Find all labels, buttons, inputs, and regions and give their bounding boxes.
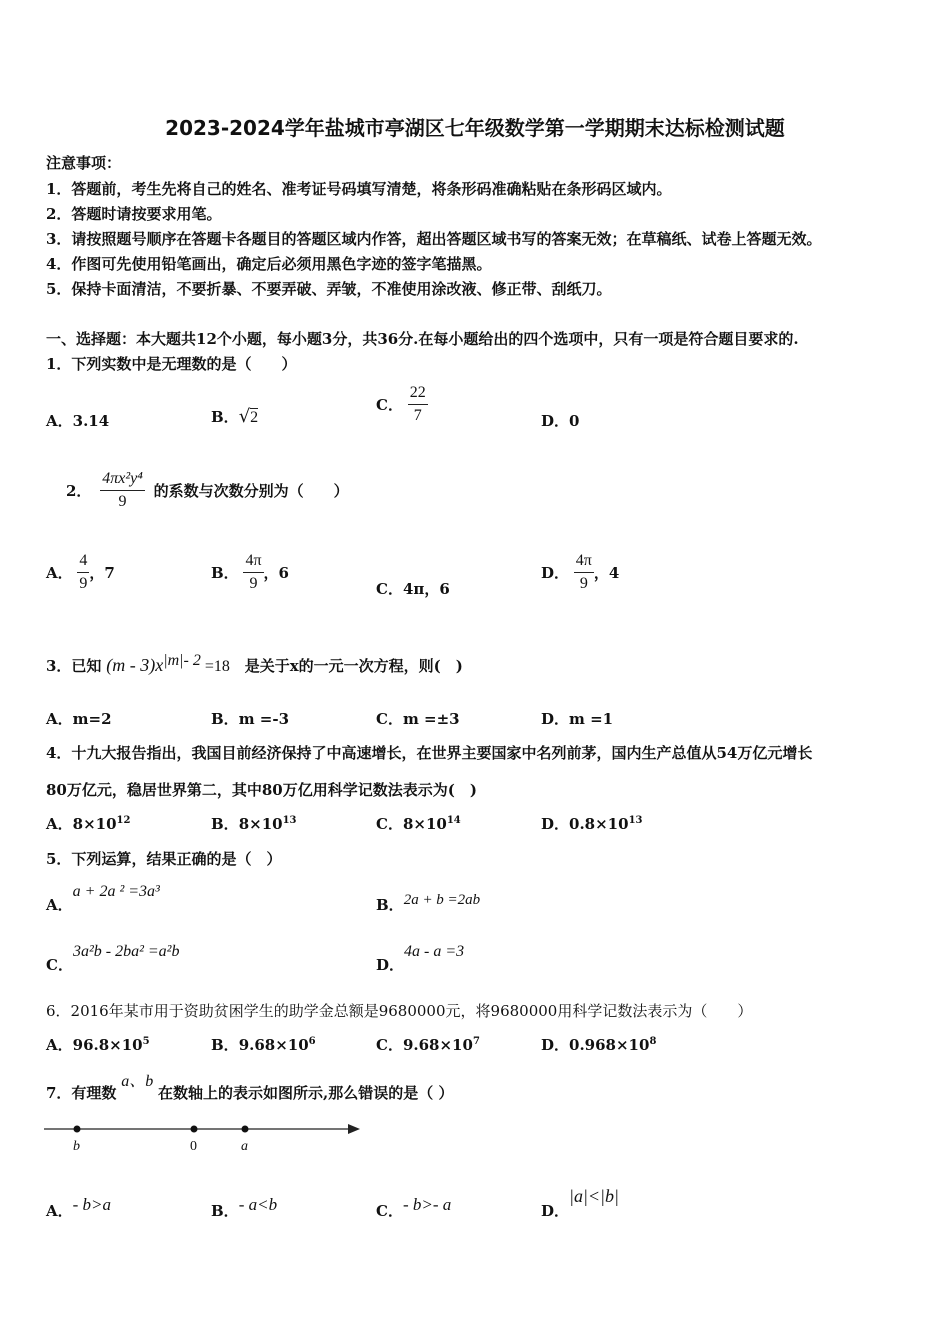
equation-rhs: =18 xyxy=(204,658,230,675)
option-value: m =1 xyxy=(569,710,614,728)
option-value: 96.8×10 xyxy=(72,1036,143,1054)
option-expression: 4a - a =3 xyxy=(404,943,465,960)
option-label: B． xyxy=(211,710,239,728)
option-expression: 2a + b =2ab xyxy=(403,892,481,908)
option-expression: - a<b xyxy=(238,1195,278,1214)
option-tail: ，7 xyxy=(89,564,115,582)
option-label: A． xyxy=(46,412,73,430)
option-value: 0.8×10 xyxy=(569,815,629,833)
q4-option-b xyxy=(211,813,297,834)
option-label: D． xyxy=(541,1036,570,1054)
option-label: A． xyxy=(46,564,73,582)
q3-stem xyxy=(46,652,463,676)
option-label: C． xyxy=(376,710,403,728)
q6-option-c xyxy=(376,1034,480,1055)
number-line xyxy=(40,1118,370,1160)
q4-stem-line2: 80万亿元，稳居世界第二，其中80万亿用科学记数法表示为( ) xyxy=(46,781,477,799)
q2-option-a xyxy=(46,552,115,593)
q6-option-d xyxy=(541,1034,656,1055)
exponent: 8 xyxy=(649,1036,657,1047)
option-label: B． xyxy=(211,564,239,582)
numerator: 4π xyxy=(243,552,263,573)
q5-option-d xyxy=(376,940,465,974)
denominator: 9 xyxy=(79,575,88,592)
question-number: 2． xyxy=(66,482,92,500)
question-number: 3．已知 xyxy=(46,657,102,675)
q2-stem xyxy=(66,470,349,511)
sqrt-symbol: √ xyxy=(238,406,251,427)
question-text: 是关于x的一元一次方程，则( ) xyxy=(244,657,463,675)
fraction xyxy=(408,384,428,425)
option-label: D． xyxy=(376,956,405,974)
q6-option-b xyxy=(211,1034,316,1055)
q1-option-b xyxy=(211,406,258,427)
notice-item: 2．答题时请按要求用笔。 xyxy=(46,205,222,223)
option-value: 8×10 xyxy=(402,815,447,833)
option-expression: - b>- a xyxy=(402,1195,452,1214)
option-label: B． xyxy=(376,896,404,914)
q2-option-b xyxy=(211,552,289,593)
q1-option-d xyxy=(541,410,579,431)
notice-item: 5．保持卡面清洁，不要折暴、不要弄破、弄皱，不准使用涂改液、修正带、刮纸刀。 xyxy=(46,280,612,298)
exponent: 13 xyxy=(628,815,643,826)
option-label: D． xyxy=(541,564,570,582)
question-text: 的系数与次数分别为（ ） xyxy=(153,482,349,500)
q4-stem-line1: 4．十九大报告指出，我国目前经济保持了中高速增长，在世界主要国家中名列前茅，国内生产总值从54万亿元增长 xyxy=(46,744,813,762)
q6-option-a xyxy=(46,1034,150,1055)
q5-option-a xyxy=(46,880,160,914)
option-label: B． xyxy=(211,1202,239,1220)
option-label: A． xyxy=(46,896,73,914)
option-label: B． xyxy=(211,1036,239,1054)
q4-option-c xyxy=(376,813,461,834)
option-expression: 3a²b - 2ba² =a²b xyxy=(72,943,180,960)
numerator: 22 xyxy=(408,384,428,405)
fraction xyxy=(100,470,145,511)
option-expression: - b>a xyxy=(72,1195,112,1214)
question-number: 7．有理数 xyxy=(46,1084,117,1102)
denominator: 9 xyxy=(249,575,258,592)
q7-option-d xyxy=(541,1186,619,1220)
option-label: A． xyxy=(46,1202,73,1220)
exponent: 6 xyxy=(308,1036,316,1047)
option-label: D． xyxy=(541,710,570,728)
q3-option-c xyxy=(376,708,460,729)
denominator: 9 xyxy=(118,493,127,510)
tick-label-a: a xyxy=(241,1139,248,1154)
option-value: 8×10 xyxy=(238,815,283,833)
option-label: C． xyxy=(376,580,403,598)
q4-option-d xyxy=(541,813,642,834)
option-value: 8×10 xyxy=(72,815,117,833)
option-label: C． xyxy=(46,956,73,974)
arrow-icon xyxy=(348,1124,360,1134)
q2-option-d xyxy=(541,552,619,593)
exponent: 13 xyxy=(282,815,297,826)
q5-stem: 5．下列运算，结果正确的是（ ） xyxy=(46,850,282,868)
option-tail: ，6 xyxy=(263,564,289,582)
q1-option-c xyxy=(376,384,428,425)
sqrt-radicand: 2 xyxy=(250,409,259,426)
option-label: D． xyxy=(541,815,570,833)
option-value: 9.68×10 xyxy=(238,1036,309,1054)
q7-option-b xyxy=(211,1194,278,1220)
option-tail: ，4 xyxy=(593,564,620,582)
q4-option-a xyxy=(46,813,130,834)
q6-stem: 6．2016年某市用于资助贫困学生的助学金总额是9680000元，将9680000用科学记数法表示为（ ） xyxy=(46,1002,753,1020)
q7-stem xyxy=(46,1068,454,1102)
q5-option-c xyxy=(46,940,180,974)
fraction xyxy=(77,552,89,593)
fraction xyxy=(243,552,263,593)
notice-item: 1．答题前，考生先将自己的姓名、准考证号码填写清楚，将条形码准确粘贴在条形码区域内。 xyxy=(46,180,672,198)
notice-item: 3．请按照题号顺序在答题卡各题目的答题区域内作答，超出答题区域书写的答案无效；在草稿纸、试卷上答题无效。 xyxy=(46,230,822,248)
option-label: B． xyxy=(211,815,239,833)
option-expression: |a|<|b| xyxy=(569,1186,619,1206)
option-value: 0.968×10 xyxy=(569,1036,650,1054)
tick-label-b: b xyxy=(73,1139,80,1154)
exponent: 5 xyxy=(142,1036,150,1047)
q3-option-d xyxy=(541,708,613,729)
option-label: A． xyxy=(46,710,73,728)
option-label: C． xyxy=(376,1036,403,1054)
option-label: C． xyxy=(376,1202,403,1220)
option-value: 3.14 xyxy=(72,412,110,430)
option-value: m =-3 xyxy=(238,710,290,728)
variables: a、b xyxy=(121,1073,154,1090)
option-label: D． xyxy=(541,412,570,430)
fraction xyxy=(574,552,594,593)
numerator: 4π xyxy=(574,552,594,573)
q7-option-a xyxy=(46,1194,112,1220)
option-value: 9.68×10 xyxy=(402,1036,473,1054)
tick-label-0: 0 xyxy=(190,1139,197,1154)
denominator: 9 xyxy=(579,575,588,592)
numerator: 4πx²y⁴ xyxy=(100,470,145,491)
q7-option-c xyxy=(376,1194,452,1220)
option-value: m =±3 xyxy=(402,710,460,728)
exponent: 14 xyxy=(446,815,461,826)
q1-option-a xyxy=(46,410,109,431)
point-b xyxy=(74,1126,81,1133)
point-a xyxy=(242,1126,249,1133)
option-label: B． xyxy=(211,408,239,426)
option-label: D． xyxy=(541,1202,570,1220)
section-heading: 一、选择题：本大题共12个小题，每小题3分，共36分.在每小题给出的四个选项中，只有一项是符合题目要求的. xyxy=(46,330,799,348)
exponent: 7 xyxy=(472,1036,480,1047)
equation: (m - 3)x xyxy=(106,655,164,675)
exponent: 12 xyxy=(116,815,131,826)
q1-stem: 1．下列实数中是无理数的是（ ） xyxy=(46,355,297,373)
option-value: 4π，6 xyxy=(402,580,450,598)
point-0 xyxy=(191,1126,198,1133)
question-text: 在数轴上的表示如图所示,那么错误的是（ ） xyxy=(158,1084,454,1102)
exponent: |m|- 2 xyxy=(163,652,201,669)
option-label: C． xyxy=(376,396,403,414)
q3-option-a xyxy=(46,708,112,729)
option-expression: a + 2a ² =3a³ xyxy=(72,883,160,900)
q2-option-c xyxy=(376,578,450,599)
option-label: C． xyxy=(376,815,403,833)
page-title: 2023-2024学年盐城市亭湖区七年级数学第一学期期末达标检测试题 xyxy=(165,116,785,140)
option-value: 0 xyxy=(569,412,580,430)
notice-item: 4．作图可先使用铅笔画出，确定后必须用黑色字迹的签字笔描黑。 xyxy=(46,255,492,273)
q3-option-b xyxy=(211,708,289,729)
q5-option-b xyxy=(376,888,481,914)
option-value: m=2 xyxy=(72,710,112,728)
option-label: A． xyxy=(46,815,73,833)
option-label: A． xyxy=(46,1036,73,1054)
numerator: 4 xyxy=(77,552,89,573)
notice-heading: 注意事项： xyxy=(46,154,122,172)
denominator: 7 xyxy=(413,407,422,424)
